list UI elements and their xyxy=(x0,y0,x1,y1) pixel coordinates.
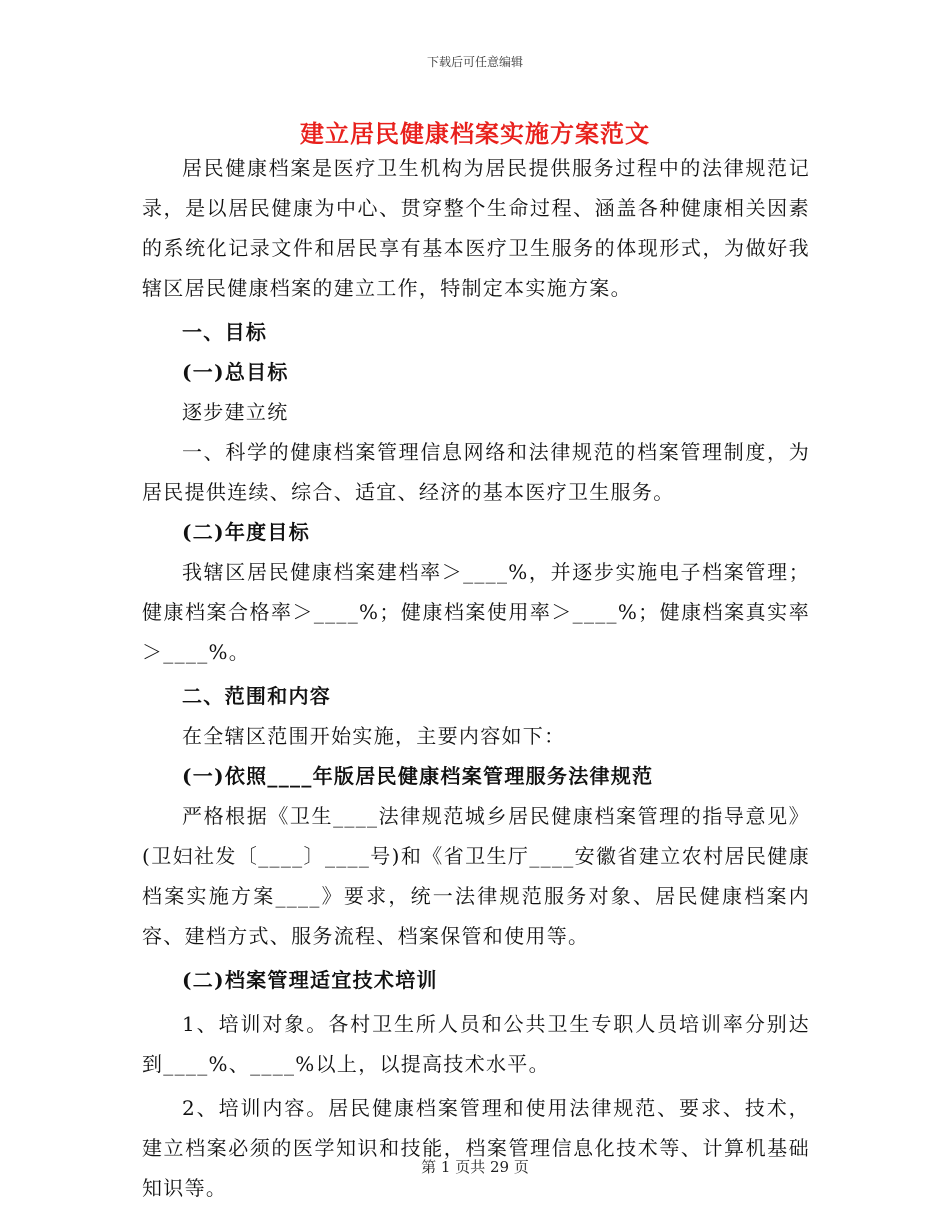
section-heading-scope: 二、范围和内容 xyxy=(182,684,332,708)
paragraph-standard: 严格根据《卫生____法律规范城乡居民健康档案管理的指导意见》(卫妇社发〔____〕____号)和《省卫生厅____安徽省建立农村居民健康档案实施方案____》要求，统一法律规范服务对象、居民健康档案内容、建档方式、服务流程、档案保管和使用等。 xyxy=(142,804,810,948)
subsection-heading-overall-goal: (一)总目标 xyxy=(182,360,289,384)
paragraph-overall-goal-start: 逐步建立统 xyxy=(182,400,289,424)
document-body xyxy=(142,148,810,1208)
paragraph-training-target: 1、培训对象。各村卫生所人员和公共卫生专职人员培训率分别达到____%、____%以上，以提高技术水平。 xyxy=(142,1012,810,1076)
page-header-note: 下载后可任意编辑 xyxy=(426,55,523,69)
section-heading-goals: 一、目标 xyxy=(182,320,268,344)
paragraph-annual-goal: 我辖区居民健康档案建档率＞____%，并逐步实施电子档案管理；健康档案合格率＞____%；健康档案使用率＞____%；健康档案真实率＞____%。 xyxy=(142,560,810,664)
document-title: 建立居民健康档案实施方案范文 xyxy=(300,119,650,148)
subsection-heading-training: (二)档案管理适宜技术培训 xyxy=(182,968,438,992)
page-number: 第 1 页共 29 页 xyxy=(421,1158,529,1176)
paragraph-overall-goal: 一、科学的健康档案管理信息网络和法律规范的档案管理制度，为居民提供连续、综合、适宜、经济的基本医疗卫生服务。 xyxy=(142,440,810,504)
subsection-heading-standard: (一)依照____年版居民健康档案管理服务法律规范 xyxy=(182,764,654,788)
subsection-heading-annual-goal: (二)年度目标 xyxy=(182,520,311,544)
paragraph-training-content: 2、培训内容。居民健康档案管理和使用法律规范、要求、技术，建立档案必须的医学知识和技能，档案管理信息化技术等、计算机基础知识等。 xyxy=(142,1096,810,1200)
intro-paragraph: 居民健康档案是医疗卫生机构为居民提供服务过程中的法律规范记录，是以居民健康为中心、贯穿整个生命过程、涵盖各种健康相关因素的系统化记录文件和居民享有基本医疗卫生服务的体现形式，为做好我辖区居民健康档案的建立工作，特制定本实施方案。 xyxy=(142,156,810,300)
paragraph-scope: 在全辖区范围开始实施，主要内容如下： xyxy=(182,724,566,748)
